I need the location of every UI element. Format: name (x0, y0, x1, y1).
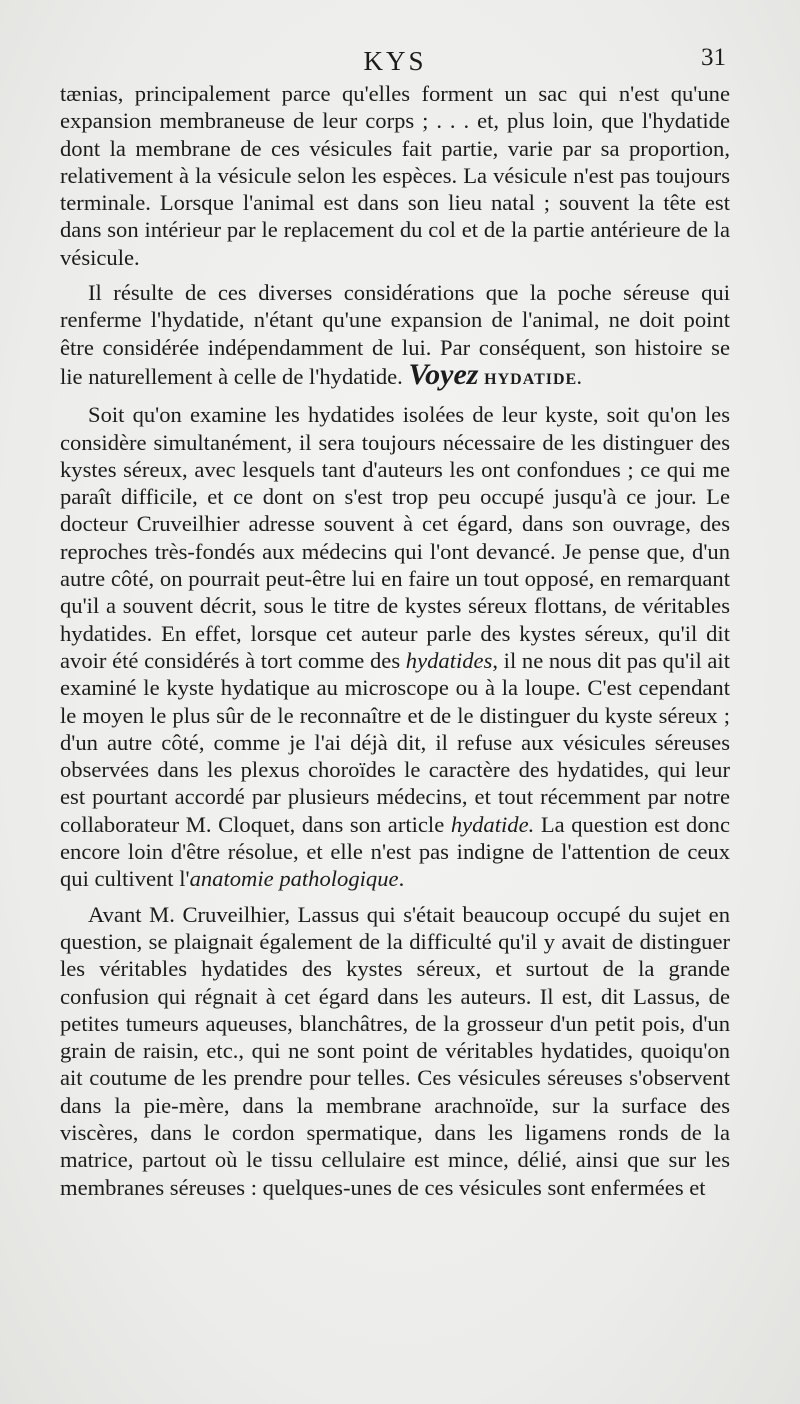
body-text (60, 80, 730, 1201)
running-head-title: KYS (363, 46, 427, 76)
paragraph-3-text-c: La question est donc encore loin d'être résolue, et elle n'est pas indigne de l'attention de ceux qui cultivent l' (60, 811, 730, 892)
running-head (0, 44, 800, 84)
paragraph-3-text-a: Soit qu'on examine les hydatides isolées de leur kyste, soit qu'on les considère simultanément, il sera toujours nécessaire de les distinguer des kystes séreux, avec lesquels tant d'auteurs les ont confondues ; ce qui me paraît difficile, et ce dont on s'est trop peu occupé jusqu'à ce jour. Le docteur Cruveilhier adresse souvent à cet égard, dans son ouvrage, des reproches très-fondés aux médecins qui l'ont devancé. Je pense que, d'un autre côté, on pourrait peut-être lui en faire un tout opposé, en remarquant qu'il a souvent décrit, sous le titre de kystes séreux flottans, de véritables hydatides. En effet, lorsque cet auteur parle des kystes séreux, qu'il dit avoir été considérés à tort comme des (60, 402, 730, 673)
paragraph-1 (60, 80, 730, 271)
see-also-label: Voyez (408, 357, 479, 391)
italic-term-hydatides: hydatides (405, 647, 493, 673)
see-also-reference: HYDATIDE. (484, 370, 583, 388)
paragraph-2 (60, 279, 730, 393)
italic-term-hydatide: hydatide. (450, 811, 535, 837)
paragraph-4-text: Avant M. Cruveilhier, Lassus qui s'était beaucoup occupé du sujet en question, se plaignait également de la difficulté qu'il y avait de distinguer les véritables hydatides des kystes séreux, et surtout de la grande confusion qui régnait à cet égard dans les auteurs. Il est, dit Lassus, de petites tumeurs aqueuses, blanchâtres, de la grosseur d'un petit pois, d'un grain de raisin, etc., qui ne sont point de véritables hydatides, quoiqu'on ait coutume de les prendre pour telles. Ces vésicules séreuses s'observent dans la pie-mère, dans la membrane arachnoïde, sur la surface des viscères, dans le cordon spermatique, dans les ligamens ronds de la matrice, partout où le tissu cellulaire est mince, délié, ainsi que sur les membranes séreuses : quelques-unes de ces vésicules sont enfermées et (60, 901, 730, 1200)
paragraph-3-text-b: , il ne nous dit pas qu'il ait examiné le kyste hydatique au microscope ou à la loupe. C'est cependant le moyen le plus sûr de le reconnaître et de le distinguer du kyste séreux ; d'un autre côté, comme je l'ai déjà dit, il refuse aux vésicules séreuses observées dans les plexus choroïdes le caractère des hydatides, qui leur est pourtant accordé par plusieurs médecins, et tout récemment par notre collaborateur M. Cloquet, dans son article (60, 647, 730, 837)
paragraph-3 (60, 401, 730, 892)
paragraph-1-text: tænias, principalement parce qu'elles forment un sac qui n'est qu'une expansion membraneuse de leur corps ; . . . et, plus loin, que l'hydatide dont la membrane de ces vésicules fait partie, varie par sa proportion, relativement à la vésicule selon les espèces. La vésicule n'est pas toujours terminale. Lorsque l'animal est dans son lieu natal ; souvent la tête est dans son intérieur par le replacement du col et de la partie antérieure de la vésicule. (60, 81, 730, 270)
page-number: 31 (701, 44, 726, 71)
paragraph-2-text: Il résulte de ces diverses considérations que la poche séreuse qui renferme l'hydatide, n'étant qu'une expansion de l'animal, ne doit point être considérée indépendamment de lui. Par conséquent, son histoire se lie naturellement à celle de l'hydatide. (60, 280, 730, 389)
paragraph-4 (60, 901, 730, 1201)
paragraph-3-text-d: . (398, 866, 405, 892)
italic-term-anatomie-pathologique: anatomie pathologique (189, 866, 399, 892)
